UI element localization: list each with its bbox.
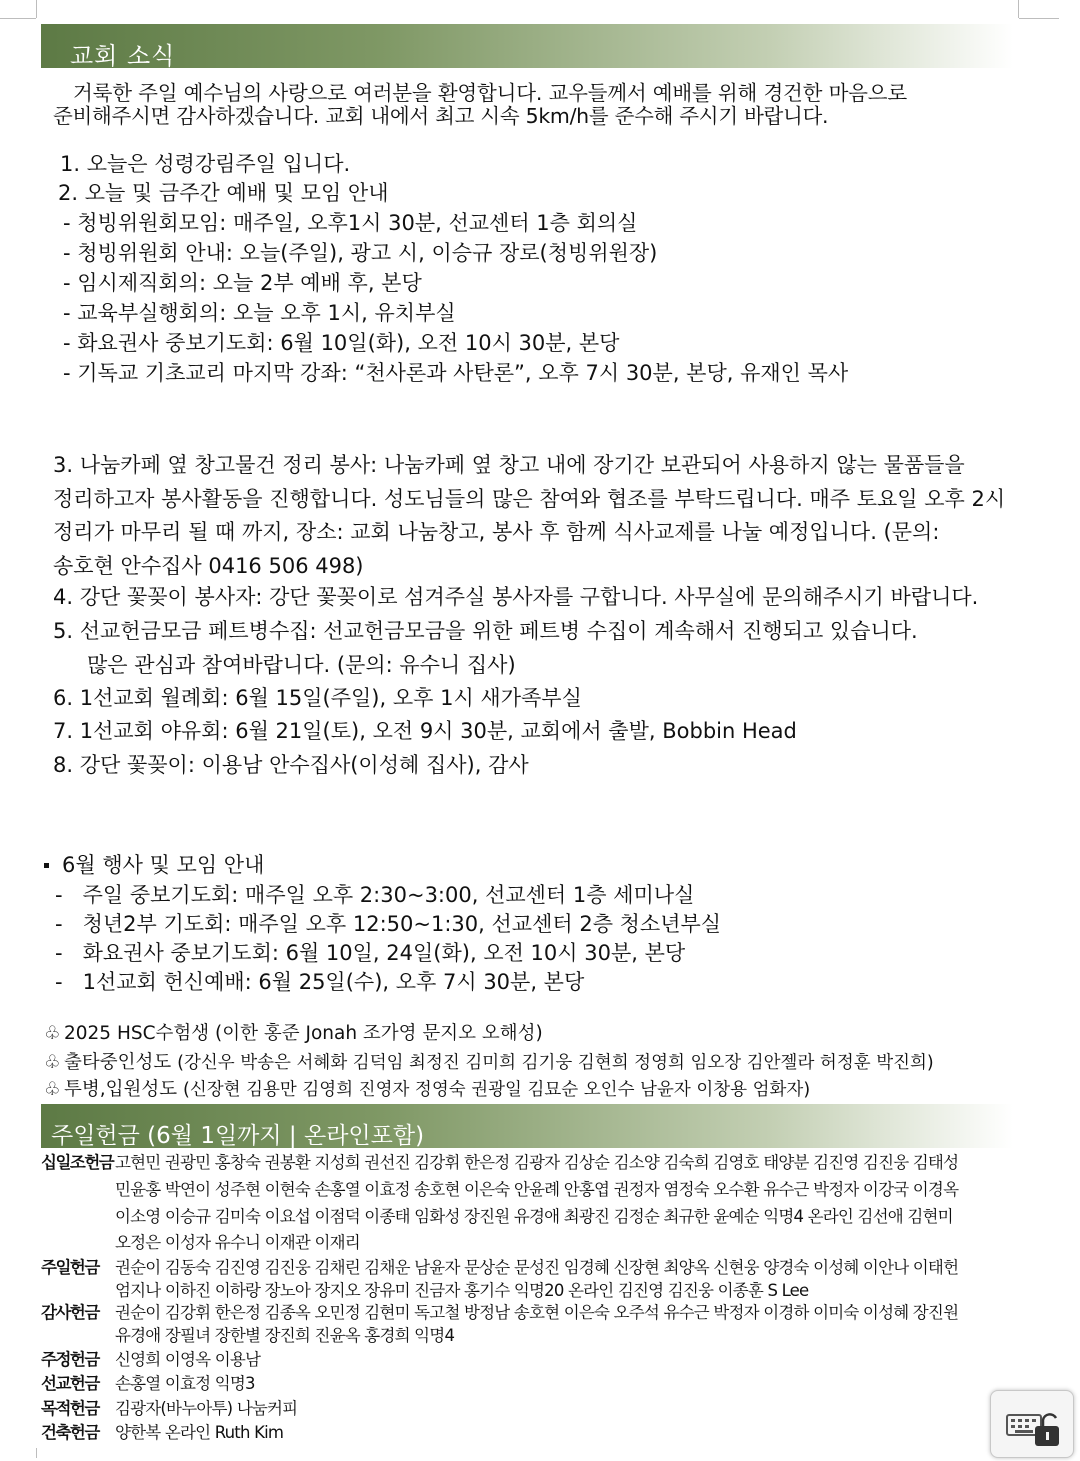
crop-mark bbox=[36, 0, 37, 18]
offering-names: 권순이 김강휘 한은정 김종옥 오민정 김현미 독고철 방정남 송호현 이은숙 오주석 유수근 박정자 이경하 이미숙 이성혜 장진원 bbox=[115, 1303, 959, 1322]
keyboard-lock-button[interactable] bbox=[990, 1390, 1074, 1458]
offering-names: 양한복 온라인 Ruth Kim bbox=[115, 1423, 284, 1442]
bullet-icon bbox=[44, 863, 49, 868]
offering-names: 엄지나 이하진 이하랑 장노아 장지오 장유미 진금자 홍기수 익명20 온라인 김진영 김진웅 이종훈 S Lee bbox=[115, 1281, 809, 1300]
offering-names: 신영희 이영옥 이용남 bbox=[115, 1350, 261, 1369]
list-item: - 청빙위원회모임: 매주일, 오후1시 30분, 선교센터 1층 회의실 bbox=[63, 211, 638, 235]
offering-category-label: 감사헌금 bbox=[41, 1303, 99, 1322]
traveling-members: ♧ 출타중인성도 (강신우 박송은 서혜화 김덕임 최정진 김미희 김기웅 김현희 정영희 임오장 김안젤라 허정훈 박진희) bbox=[44, 1052, 934, 1073]
list-item: 4. 강단 꽃꽂이 봉사자: 강단 꽃꽂이로 섬겨주실 봉사자를 구합니다. 사무실에 문의해주시기 바랍니다. bbox=[53, 585, 979, 609]
list-item: 많은 관심과 참여바랍니다. (문의: 유수니 집사) bbox=[87, 653, 516, 677]
offering-names: 권순이 김동숙 김진영 김진웅 김채린 김채운 남윤자 문상순 문성진 임경혜 신장현 최양옥 신현웅 양경숙 이성혜 이안나 이태헌 bbox=[115, 1258, 959, 1277]
offering-category-label: 십일조헌금 bbox=[41, 1153, 114, 1172]
keyboard-lock-icon bbox=[991, 1391, 1073, 1457]
list-item: 8. 강단 꽃꽂이: 이용남 안수집사(이성혜 집사), 감사 bbox=[53, 753, 529, 777]
hsc-students: ♧ 2025 HSC수험생 (이한 홍준 Jonah 조가영 문지오 오해성) bbox=[44, 1023, 543, 1044]
clover-icon: ♧ bbox=[44, 1079, 61, 1100]
list-item: 1. 오늘은 성령강림주일 입니다. bbox=[60, 152, 351, 176]
june-events-heading: 6월 행사 및 모임 안내 bbox=[62, 853, 265, 877]
offering-header bbox=[41, 1104, 1013, 1148]
crop-mark bbox=[0, 18, 36, 19]
offering-names: 손홍열 이효정 익명3 bbox=[115, 1374, 255, 1393]
list-item: 5. 선교헌금모금 페트병수집: 선교헌금모금을 위한 페트병 수집이 계속해서 진행되고 있습니다. bbox=[53, 619, 918, 643]
offering-category-label: 선교헌금 bbox=[41, 1374, 99, 1393]
section-title: 교회 소식 bbox=[70, 42, 176, 70]
list-item: 2. 오늘 및 금주간 예배 및 모임 안내 bbox=[58, 181, 389, 205]
list-item: 6. 1선교회 월례회: 6월 15일(주일), 오후 1시 새가족부실 bbox=[53, 686, 582, 710]
list-item: - 교육부실행회의: 오늘 오후 1시, 유치부실 bbox=[63, 301, 456, 325]
crop-mark bbox=[36, 1448, 37, 1458]
crop-mark bbox=[1018, 0, 1019, 18]
offering-names: 고현민 권광민 홍창숙 권봉환 지성희 권선진 김강휘 한은정 김광자 김상순 김소양 김숙희 김영호 태양분 김진영 김진웅 김태성 bbox=[115, 1153, 959, 1172]
list-item: - 주일 중보기도회: 매주일 오후 2:30~3:00, 선교센터 1층 세미나실 bbox=[55, 883, 695, 907]
clover-icon: ♧ bbox=[44, 1023, 61, 1044]
list-item: - 화요권사 중보기도회: 6월 10일, 24일(화), 오전 10시 30분, 본당 bbox=[55, 941, 686, 965]
intro-paragraph: 거룩한 주일 예수님의 사랑으로 여러분을 환영합니다. 교우들께서 예배를 위해 경건한 마음으로 준비해주시면 감사하겠습니다. 교회 내에서 최고 시속 5km/h를 준수해 주시기 바랍니다. bbox=[53, 81, 907, 128]
offering-names: 이소영 이승규 김미숙 이요섭 이점덕 이종태 임화성 장진원 유경애 최광진 김정순 최규한 윤예순 익명4 온라인 김선애 김현미 bbox=[115, 1207, 953, 1226]
list-item: - 청빙위원회 안내: 오늘(주일), 광고 시, 이승규 장로(청빙위원장) bbox=[63, 241, 658, 265]
crop-mark bbox=[1019, 18, 1059, 19]
section-title: 주일헌금 (6월 1일까지 | 온라인포함) bbox=[51, 1123, 425, 1149]
offering-names: 오정은 이성자 유수니 이재관 이재리 bbox=[115, 1233, 360, 1252]
item-3-paragraph: 3. 나눔카페 옆 창고물건 정리 봉사: 나눔카페 옆 창고 내에 장기간 보관되어 사용하지 않는 물품들을 정리하고자 봉사활동을 진행합니다. 성도님들의 많은 참여와 협조를 부탁드립니다. 매주 토요일 오후 2시 정리가 마무리 될 때 까지, 장소: 교회 나눔창고, 봉사 후 함께 식사교제를 나눌 예정입니다. (문의: 송호현 안수집사 0416 506 498) bbox=[53, 453, 1006, 578]
list-item: 7. 1선교회 야유회: 6월 21일(토), 오전 9시 30분, 교회에서 출발, Bobbin Head bbox=[53, 719, 797, 743]
offering-names: 김광자(바누아투) 나눔커피 bbox=[115, 1399, 298, 1418]
church-news-header bbox=[41, 24, 1013, 68]
list-item: - 청년2부 기도회: 매주일 오후 12:50~1:30, 선교센터 2층 청소년부실 bbox=[55, 912, 722, 936]
list-item: - 기독교 기초교리 마지막 강좌: “천사론과 사탄론”, 오후 7시 30분, 본당, 유재인 목사 bbox=[63, 361, 849, 385]
offering-category-label: 건축헌금 bbox=[41, 1423, 99, 1442]
offering-category-label: 주정헌금 bbox=[41, 1350, 99, 1369]
offering-category-label: 목적헌금 bbox=[41, 1399, 99, 1418]
offering-names: 민윤홍 박연이 성주현 이현숙 손홍열 이효정 송호현 이은숙 안윤례 안홍엽 권정자 염정숙 오수환 유수근 박정자 이강국 이경옥 bbox=[115, 1180, 959, 1199]
clover-icon: ♧ bbox=[44, 1052, 61, 1073]
sick-members: ♧ 투병,입원성도 (신장현 김용만 김영희 진영자 정영숙 권광일 김묘순 오인수 남윤자 이창용 엄화자) bbox=[44, 1079, 811, 1100]
list-item: - 임시제직회의: 오늘 2부 예배 후, 본당 bbox=[63, 271, 422, 295]
offering-names: 유경애 장필녀 장한별 장진희 진윤옥 홍경희 익명4 bbox=[115, 1326, 455, 1345]
offering-category-label: 주일헌금 bbox=[41, 1258, 99, 1277]
list-item: - 1선교회 헌신예배: 6월 25일(수), 오후 7시 30분, 본당 bbox=[55, 970, 585, 994]
list-item: - 화요권사 중보기도회: 6월 10일(화), 오전 10시 30분, 본당 bbox=[63, 331, 620, 355]
